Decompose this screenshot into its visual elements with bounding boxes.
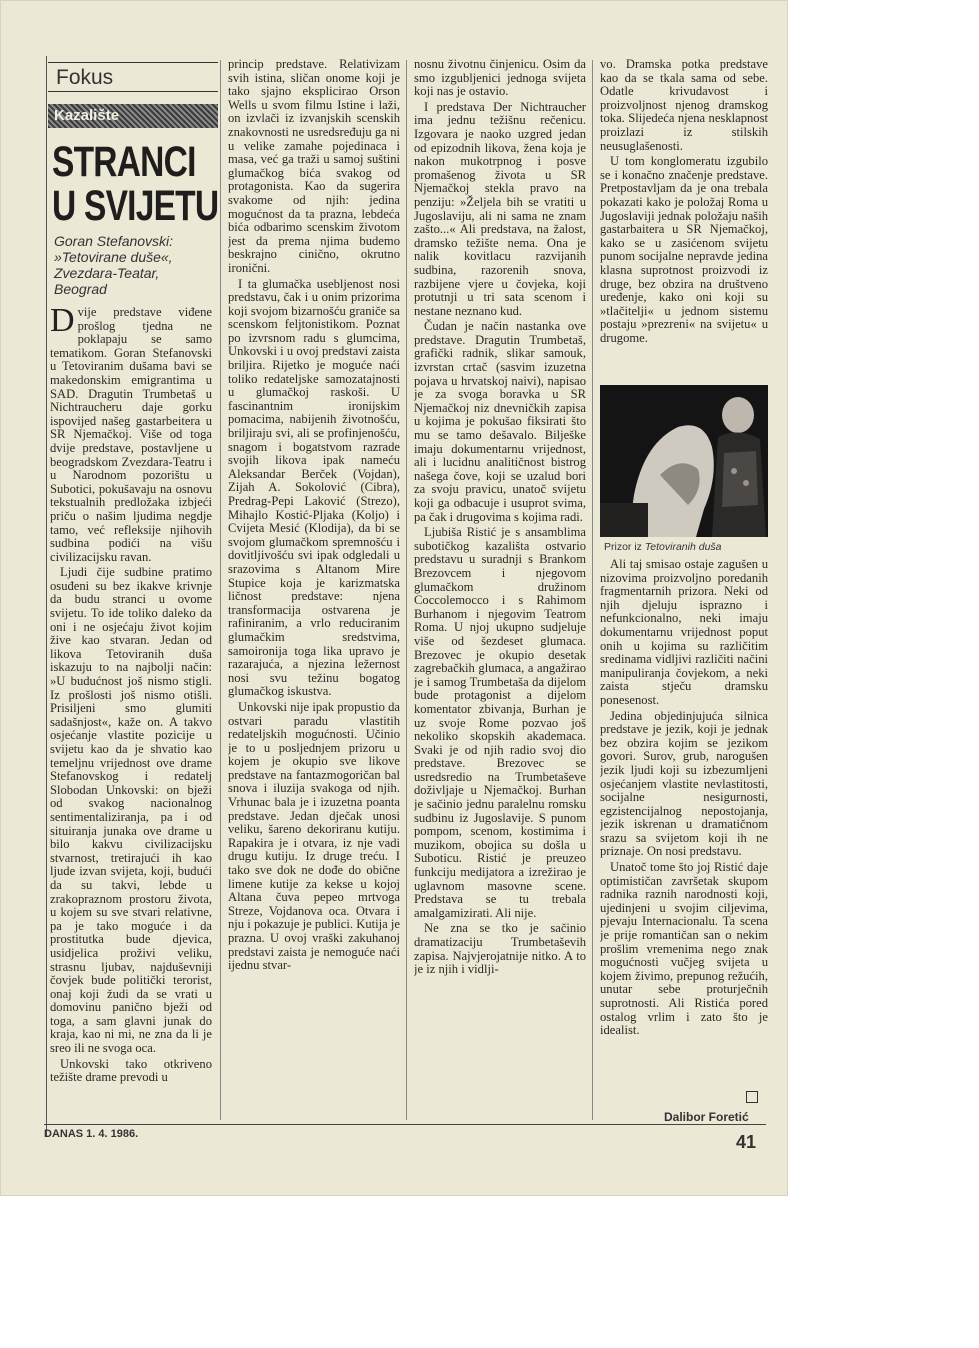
- paragraph: Unkovski tako otkriveno težište drame prevodi u: [50, 1056, 212, 1085]
- column-rule: [406, 60, 407, 1120]
- paragraph: I ta glumačka usebljenost nosi predstavu, čak i u onim prizorima koji svojom bizarnošću graniče sa scenskom feljtonistikom. Poznat po izvrsnom radu s glumcima, Unkovski i u ovoj predstavi zaista briljira. Rijetko je moguće naći toliko redateljske samozatajnosti u glumačkoj raskoši. U fascinantnim ironijskim pomacima, nabijenih životnošću, briljiraju svi, ali se profinjenošću, snagom i bogatstvom razrade svojih likova ipak nameću Aleksandar Berček (Vojdan), Zijah A. Sokolović (Cibra), Predrag-Pepi Laković (Strezo), Mihajlo Kostić-Pljaka (Koljo) i Cvijeta Mesić (Klodija), da bi se svojom glumačkom spremnošću i dovitljivošću svi ipak odgledali u srazovima s Altanom Mire Stupice koja je karizmatska ličnost predstave: njena transformacija ostvarena je rafiniranim, a vrlo reduciranim glumačkim sredstvima, samoironija toga lika upravo je razarajuća, a njezina ležernost nosi svu težinu bogatog glumačkog iskustva.: [228, 276, 400, 699]
- paragraph: Unatoč tome što joj Ristić daje optimističan završetak skupom radnika raznih narodnosti koji, ujedinjeni u svojim ciljevima, pjevaju Internacionalu. Ta scena je prije romantičan san o nekim prošlim vremenima nego znak mogućnosti vučjeg svijeta u kojem živimo, prepunog režućih, unutar sebe proturječnih suprotnosti. Ali Ristića pored ostalog vrlim i zato što je idealist.: [600, 860, 768, 1038]
- author-byline: Dalibor Foretić: [664, 1110, 749, 1124]
- subhead: [54, 233, 224, 297]
- headline-line-2: U SVIJETU: [52, 182, 219, 230]
- headline-line-1: STRANCI: [52, 138, 196, 186]
- column-rule: [220, 60, 221, 1120]
- left-margin-rule: [46, 56, 47, 1136]
- article-column-1: [50, 306, 212, 1116]
- paragraph: Ljubiša Ristić je s ansamblima subotičkog kazališta ostvario predstavu u suradnji s Brankom Brezovcem i njegovom glumačkom družinom Coccolemocco i s Rahimom Burhanom i njegovim Teatrom Roma. U njoj ukupno sudjeluje više od šezdeset glumaca. Brezovec je okupio desetak zagrebačkih glumaca, a angažirao je i samog Trumbetaša da dijelom bude protagonist a dijelom komentator zbivanja, Burhan je uz svoje Rome pozvao još nekoliko skopskih akademaca. Svaki je od njih radio svoj dio predstave. Brezovec se usredsredio na Trumbetaševe doživljaje u Njemačkoj. Burhan je sačinio jednu paralelnu romsku sudbinu iz Jugoslavije. S punom pompom, scenom, kostimima i muzikom, obojica su došla u Suboticu. Ristić je preuzeo funkciju medijatora a izrežirao je uglavnom masovne scene. Predstava se tu trebala amalgamizirati. Ali nije.: [414, 525, 586, 920]
- paragraph: nosnu životnu činjenicu. Osim da smo izgubljenici jednoga svijeta koji nas je ostavio.: [414, 58, 586, 99]
- stage-scene-image: [600, 385, 768, 537]
- paragraph: Jedina objedinjujuća silnica predstave je jezik, koji je jednak bez obzira kojim se jezikom govori. Surov, grub, narogušen jezik ljudi koji su izbezumljeni osjećanjem vlastite nevlastitosti, socijalne nesigurnosti, egzistencijalnog nepostojanja, jezik iskrenan u dramatičnom srazu sa svijetom koji ih ne priznaje. On nosi predstavu.: [600, 708, 768, 859]
- article-photo: [600, 385, 768, 537]
- paragraph: U tom konglomeratu izgubilo se i konačno značenje predstave. Pretpostavljam da je ona trebala pokazati kako je položaj Roma u Jugoslaviji jednak položaju naših gastarbaitera u SR Njemačkoj, kako se u zasićenom svijetu punom socijalne nepravde jedina klasna suprotnost proizvodi iz druge, bez obzira na društveno uređenje, kako oni koji su »tlačitelji« u jednom sistemu postaju »prezreni« na svijetu« u drugome.: [600, 154, 768, 345]
- photo-caption: Prizor iz Tetoviranih duša: [604, 541, 722, 553]
- issue-date: DANAS 1. 4. 1986.: [44, 1128, 139, 1140]
- headline: [52, 138, 219, 230]
- article-column-3: [414, 58, 586, 1120]
- end-mark: [746, 1091, 758, 1103]
- section-title: Fokus: [48, 62, 218, 92]
- paragraph: I predstava Der Nichtraucher ima jednu težišnu rečenicu. Izgovara je naoko uzgred jedan od epizodnih likova, žena koja je nakon mukotrpnog i posve promašenog života u SR Njemačkoj stekla pravo na penziju: »Željela bih se vratiti u Jugoslaviju, ali ni sama ne znam zašto...« Ali predstava, na žalost, dramsko težište nema. Ona je nalik kovitlacu razvijanih sudbina, razorenih snova, razbijene vjere u čovjeka, koji protutnji u tri sata scenom i nestane neznano kud.: [414, 99, 586, 318]
- paragraph: vo. Dramska potka predstave kao da se tkala sama od sebe. Odatle krivudavost i proizvoljnost njenog dramskog toka. Slijedeća njena nesklapnost proizlazi iz stilskih neusuglašenosti.: [600, 58, 768, 153]
- subhead-author: Goran Stefanovski:: [54, 233, 174, 249]
- dropcap: D: [50, 306, 75, 339]
- column-rule: [592, 60, 593, 1120]
- footer-rule: [44, 1124, 766, 1125]
- caption-title: Tetoviranih duša: [644, 541, 722, 553]
- paragraph: Unkovski nije ipak propustio da ostvari paradu vlastitih redateljskih mogućnosti. Učinio je to u posljednjem prizoru u kojem je okupio sve likove predstave na fantazmogoričan bal snova i iluzija svakoga od njih. Vrhunac bala je i izuzetna poanta predstave. Jedan dječak unosi veliku, šareno dekoriranu kutiju. Rapakira je i otvara, iz nje vadi drugu kutiju. Iz druge treću. I tako sve dok ne dođe do obične limene kutije za kekse u kojoj Altana čuva pepeo mrtvoga Streze, Vojdanova oca. Otvara i nju i pokazuje je publici. Kutija je prazna. U ovoj vraški zakuhanoj predstavi zaista je nemoguće naći ijednu stvar-: [228, 699, 400, 973]
- paragraph: Ne zna se tko je sačinio dramatizaciju Trumbetaševih zapisa. Najvjerojatnije nitko. A to je iz njih i vidlji-: [414, 921, 586, 977]
- paragraph: princip predstave. Relativizam svih istina, sličan onome koji je tako sjajno eksplicirao Orson Wells u svom filmu Istine i laži, on izvlači iz izvanjskih scenskih znakovnosti ne usredsređuju ga ni u velike zamahe pojedinaca i masa, već ga traži u samoj suštini glumačkog bića svakog od protagonista. Kao da sugerira svakome od njih: jedina mogućnost da ta prazna, lebdeća bića odbarimo scenskim životom jest da prema njima budemo beskrajno cinično, okrutno ironični.: [228, 58, 400, 275]
- article-column-4-bottom: [600, 558, 768, 1102]
- article-column-4-top: [600, 58, 768, 380]
- page-number: 41: [736, 1132, 757, 1152]
- article-column-2: [228, 58, 400, 1120]
- subhead-theatre: Zvezdara-Teatar,: [54, 265, 160, 281]
- rubric-banner: [48, 104, 218, 128]
- paragraph: Dvije predstave viđene prošlog tjedna ne poklapaju se samo tematikom. Goran Stefanovski u Tetoviranim dušama bavi se makedonskim emigrantima u SAD. Dragutin Trumbetaš u Nichtraucheru daje gorku ispovijed našeg gastarbeitera u SR Njemačkoj. Više od toga dvije predstave, postavljene u beogradskom Zvezdara-Teatru i u Narodnom pozorištu u Subotici, pokušavaju na osnovu tekstualnih predložaka izbjeći priču o našim ljudima negdje tamo, već refleksije njihovih sudbina podići na višu civilizacijsku ravan.: [50, 306, 212, 564]
- rubric-label: Kazalište: [54, 107, 120, 124]
- subhead-play: »Tetovirane duše«,: [54, 249, 173, 265]
- paragraph: Ali taj smisao ostaje zagušen u nizovima proizvoljno poredanih fragmentarnih prizora. Neki od njih djeluju isprazno i nefunkcionalno, neki imaju dokumentarnu vrijednost poput onih u kojima su različitim sredinama vidljivi različiti načini manipuliranja čovjekom, a neki zaista stječu dramsku ponesenost.: [600, 558, 768, 707]
- subhead-city: Beograd: [54, 281, 107, 297]
- paragraph: Ljudi čije sudbine pratimo osuđeni su bez ikakve krivnje da budu stranci u ovome svijetu. To ide toliko daleko da oni i ne osjećaju život kojim žive kao stvaran. Jedan od likova Tetoviranih duša iskazuju to na najbolji način: »U budućnost još nismo stigli. Iz prošlosti još nismo otišli. Prisiljeni smo glumiti sadašnjost«, kaže on. A takvo osjećanje vlastite pozicije u svijetu kao da je shvatio kao temeljnu vrijednost ove drame Stefanovskog i redatelj Slobodan Unkovski: on bježi od svakog nacionalnog sentimentaliziranja, pa i od situiranja junaka ove drame u bilo kakvu civilizacijsku stvarnost, tretirajući ih kao ljude izvan svijeta, koji, budući da su takvi, lebde u zrakopraznom prostoru života, u kojem su sve stvari relativne, pa je tako moguće i da prostitutka bude djevica, usidjelica proživi veliku, strasnu ljubav, najduševniji čovjek bude politički terorist, onaj koji žudi da se vrati u domovinu panično bježi od toga, a sam glavni junak do kraja, kao ni mi, ne zna da li je sreo ili ne svoga oca.: [50, 565, 212, 1056]
- paragraph: Čudan je način nastanka ove predstave. Dragutin Trumbetaš, grafički radnik, slikar samouk, izvrstan crtač (sasvim izuzetna pojava u hrvatskoj naivi), napisao je za svoga boravka u SR Njemačkoj niz dnevničkih zapisa u kojima je pokušao fiksirati što mu se tamo dešavalo. Bilješke imaju dokumentarnu vrijednost, ali i lucidnu analitičnost bistrog našega čove, koji se uzalud bori za svoju pravicu, unatoč svijetu koji ga odbacuje i usuprot svima, pa čak i drugovima s kojima radi.: [414, 319, 586, 524]
